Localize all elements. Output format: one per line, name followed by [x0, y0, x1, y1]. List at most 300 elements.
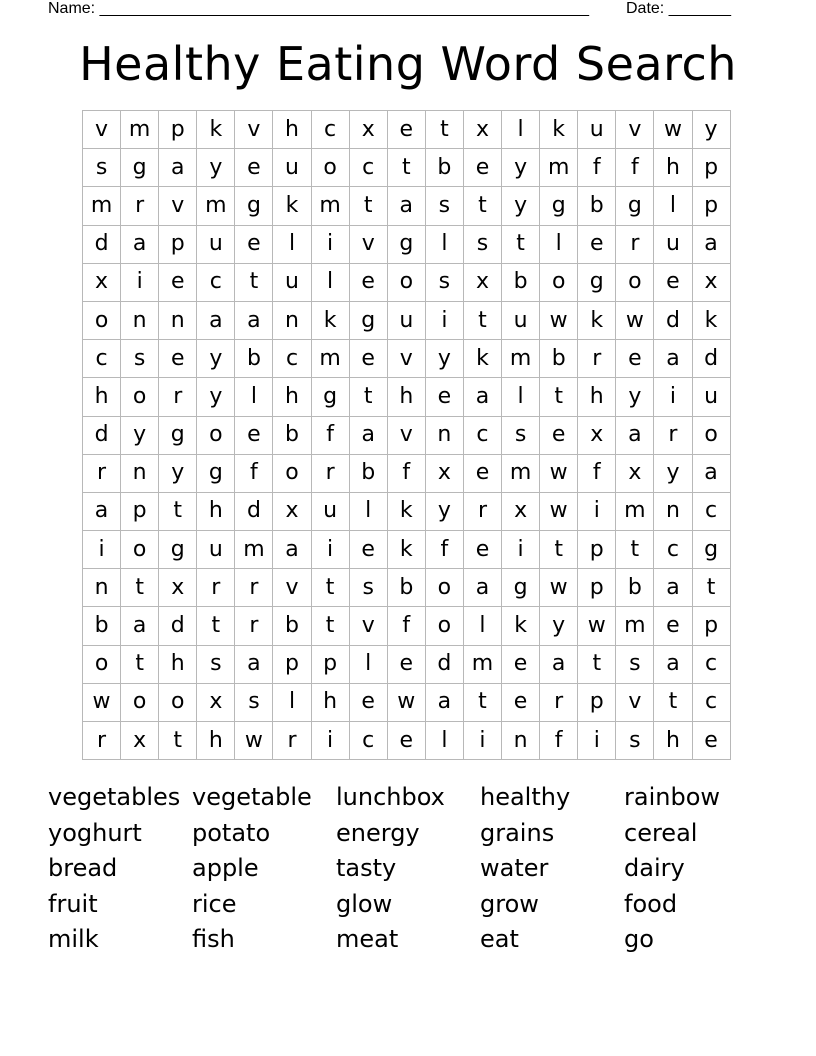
- grid-cell[interactable]: a: [425, 683, 463, 721]
- grid-cell[interactable]: s: [616, 722, 654, 760]
- grid-cell[interactable]: r: [540, 683, 578, 721]
- grid-cell[interactable]: a: [83, 492, 121, 530]
- date-field-label[interactable]: Date: _______: [626, 0, 731, 17]
- grid-cell[interactable]: l: [502, 111, 540, 149]
- grid-cell[interactable]: k: [387, 531, 425, 569]
- grid-cell[interactable]: n: [83, 569, 121, 607]
- grid-row: [83, 378, 731, 416]
- grid-cell[interactable]: v: [349, 607, 387, 645]
- grid-cell[interactable]: g: [616, 187, 654, 225]
- grid-cell[interactable]: r: [654, 416, 692, 454]
- grid-cell[interactable]: o: [692, 416, 730, 454]
- grid-cell[interactable]: m: [121, 111, 159, 149]
- grid-cell[interactable]: b: [616, 569, 654, 607]
- grid-cell[interactable]: f: [311, 416, 349, 454]
- grid-cell[interactable]: s: [197, 645, 235, 683]
- grid-cell[interactable]: w: [540, 454, 578, 492]
- grid-cell[interactable]: p: [311, 645, 349, 683]
- grid-cell[interactable]: f: [387, 454, 425, 492]
- grid-cell[interactable]: n: [425, 416, 463, 454]
- grid-cell[interactable]: x: [463, 263, 501, 301]
- grid-cell[interactable]: v: [235, 111, 273, 149]
- grid-cell[interactable]: r: [616, 225, 654, 263]
- grid-cell[interactable]: w: [540, 492, 578, 530]
- grid-cell[interactable]: d: [654, 301, 692, 339]
- grid-cell[interactable]: r: [273, 722, 311, 760]
- grid-cell[interactable]: i: [578, 492, 616, 530]
- grid-cell[interactable]: b: [502, 263, 540, 301]
- grid-cell[interactable]: v: [349, 225, 387, 263]
- grid-cell[interactable]: i: [311, 722, 349, 760]
- grid-cell[interactable]: y: [197, 149, 235, 187]
- grid-cell[interactable]: k: [273, 187, 311, 225]
- grid-cell[interactable]: l: [425, 722, 463, 760]
- grid-cell[interactable]: f: [425, 531, 463, 569]
- grid-cell[interactable]: x: [578, 416, 616, 454]
- grid-cell[interactable]: b: [83, 607, 121, 645]
- grid-cell[interactable]: e: [540, 416, 578, 454]
- grid-cell[interactable]: a: [540, 645, 578, 683]
- grid-cell[interactable]: t: [463, 187, 501, 225]
- grid-cell[interactable]: o: [425, 607, 463, 645]
- grid-cell[interactable]: x: [616, 454, 654, 492]
- grid-cell[interactable]: o: [540, 263, 578, 301]
- grid-cell[interactable]: h: [197, 492, 235, 530]
- grid-cell[interactable]: e: [616, 340, 654, 378]
- grid-cell[interactable]: r: [159, 378, 197, 416]
- grid-cell[interactable]: e: [654, 263, 692, 301]
- grid-cell[interactable]: t: [692, 569, 730, 607]
- grid-cell[interactable]: y: [425, 492, 463, 530]
- grid-cell[interactable]: g: [578, 263, 616, 301]
- grid-cell[interactable]: k: [540, 111, 578, 149]
- grid-cell[interactable]: p: [578, 531, 616, 569]
- grid-cell[interactable]: x: [121, 722, 159, 760]
- grid-cell[interactable]: t: [311, 569, 349, 607]
- grid-cell[interactable]: o: [387, 263, 425, 301]
- grid-cell[interactable]: h: [197, 722, 235, 760]
- grid-cell[interactable]: b: [349, 454, 387, 492]
- grid-cell[interactable]: a: [654, 645, 692, 683]
- grid-cell[interactable]: x: [197, 683, 235, 721]
- grid-cell[interactable]: p: [159, 225, 197, 263]
- grid-cell[interactable]: i: [463, 722, 501, 760]
- grid-cell[interactable]: u: [502, 301, 540, 339]
- grid-cell[interactable]: r: [235, 569, 273, 607]
- grid-cell[interactable]: c: [692, 683, 730, 721]
- grid-cell[interactable]: a: [654, 569, 692, 607]
- grid-cell[interactable]: p: [159, 111, 197, 149]
- grid-cell[interactable]: r: [311, 454, 349, 492]
- word-bank-item: healthy: [480, 783, 571, 811]
- grid-cell[interactable]: t: [463, 683, 501, 721]
- grid-cell[interactable]: o: [159, 683, 197, 721]
- grid-cell[interactable]: e: [349, 531, 387, 569]
- grid-cell[interactable]: g: [121, 149, 159, 187]
- grid-cell[interactable]: c: [83, 340, 121, 378]
- grid-cell[interactable]: e: [235, 416, 273, 454]
- grid-cell[interactable]: n: [654, 492, 692, 530]
- grid-cell[interactable]: h: [159, 645, 197, 683]
- grid-cell[interactable]: p: [692, 187, 730, 225]
- grid-cell[interactable]: r: [463, 492, 501, 530]
- grid-cell[interactable]: b: [387, 569, 425, 607]
- grid-cell[interactable]: d: [83, 416, 121, 454]
- grid-cell[interactable]: i: [654, 378, 692, 416]
- grid-cell[interactable]: f: [578, 149, 616, 187]
- grid-cell[interactable]: t: [654, 683, 692, 721]
- grid-cell[interactable]: y: [502, 149, 540, 187]
- grid-cell[interactable]: h: [387, 378, 425, 416]
- grid-cell[interactable]: x: [692, 263, 730, 301]
- grid-cell[interactable]: m: [311, 187, 349, 225]
- grid-cell[interactable]: v: [616, 683, 654, 721]
- grid-cell[interactable]: l: [463, 607, 501, 645]
- grid-cell[interactable]: d: [692, 340, 730, 378]
- grid-cell[interactable]: c: [349, 722, 387, 760]
- grid-cell[interactable]: a: [692, 225, 730, 263]
- grid-cell[interactable]: x: [273, 492, 311, 530]
- grid-cell[interactable]: a: [692, 454, 730, 492]
- grid-cell[interactable]: b: [235, 340, 273, 378]
- grid-cell[interactable]: w: [654, 111, 692, 149]
- grid-cell[interactable]: n: [121, 454, 159, 492]
- grid-cell[interactable]: h: [654, 149, 692, 187]
- grid-cell[interactable]: t: [349, 378, 387, 416]
- grid-cell[interactable]: l: [311, 263, 349, 301]
- grid-cell[interactable]: h: [311, 683, 349, 721]
- grid-cell[interactable]: g: [387, 225, 425, 263]
- grid-cell[interactable]: a: [463, 569, 501, 607]
- grid-cell[interactable]: x: [502, 492, 540, 530]
- grid-cell[interactable]: t: [463, 301, 501, 339]
- grid-cell[interactable]: u: [311, 492, 349, 530]
- grid-cell[interactable]: u: [197, 225, 235, 263]
- grid-cell[interactable]: r: [83, 454, 121, 492]
- grid-cell[interactable]: i: [502, 531, 540, 569]
- grid-cell[interactable]: n: [273, 301, 311, 339]
- grid-cell[interactable]: c: [349, 149, 387, 187]
- grid-cell[interactable]: a: [273, 531, 311, 569]
- grid-cell[interactable]: d: [83, 225, 121, 263]
- grid-cell[interactable]: b: [273, 607, 311, 645]
- grid-cell[interactable]: o: [425, 569, 463, 607]
- grid-cell[interactable]: a: [159, 149, 197, 187]
- grid-cell[interactable]: n: [121, 301, 159, 339]
- grid-cell[interactable]: u: [387, 301, 425, 339]
- grid-cell[interactable]: t: [425, 111, 463, 149]
- grid-cell[interactable]: o: [273, 454, 311, 492]
- grid-cell[interactable]: h: [578, 378, 616, 416]
- word-bank-item: cereal: [624, 818, 698, 847]
- grid-cell[interactable]: c: [654, 531, 692, 569]
- grid-cell[interactable]: l: [349, 645, 387, 683]
- grid-cell[interactable]: y: [159, 454, 197, 492]
- grid-cell[interactable]: k: [197, 111, 235, 149]
- grid-cell[interactable]: f: [578, 454, 616, 492]
- grid-cell[interactable]: l: [502, 378, 540, 416]
- grid-cell[interactable]: g: [197, 454, 235, 492]
- grid-cell[interactable]: o: [311, 149, 349, 187]
- grid-cell[interactable]: a: [121, 225, 159, 263]
- grid-cell[interactable]: r: [121, 187, 159, 225]
- grid-cell[interactable]: s: [502, 416, 540, 454]
- grid-cell[interactable]: e: [235, 149, 273, 187]
- grid-cell[interactable]: s: [235, 683, 273, 721]
- grid-cell[interactable]: t: [387, 149, 425, 187]
- grid-cell[interactable]: a: [654, 340, 692, 378]
- word-bank-item: apple: [192, 854, 259, 882]
- grid-cell[interactable]: p: [692, 607, 730, 645]
- grid-cell[interactable]: t: [540, 531, 578, 569]
- grid-cell[interactable]: h: [273, 111, 311, 149]
- grid-cell[interactable]: t: [159, 722, 197, 760]
- grid-cell[interactable]: o: [83, 301, 121, 339]
- grid-cell[interactable]: e: [349, 340, 387, 378]
- grid-cell[interactable]: b: [273, 416, 311, 454]
- grid-cell[interactable]: u: [692, 378, 730, 416]
- grid-cell[interactable]: e: [159, 340, 197, 378]
- grid-cell[interactable]: t: [121, 645, 159, 683]
- grid-cell[interactable]: r: [235, 607, 273, 645]
- grid-cell[interactable]: c: [311, 111, 349, 149]
- grid-cell[interactable]: a: [387, 187, 425, 225]
- grid-cell[interactable]: p: [692, 149, 730, 187]
- grid-cell[interactable]: m: [83, 187, 121, 225]
- grid-cell[interactable]: s: [83, 149, 121, 187]
- grid-cell[interactable]: m: [197, 187, 235, 225]
- grid-cell[interactable]: e: [463, 149, 501, 187]
- grid-cell[interactable]: t: [159, 492, 197, 530]
- grid-cell[interactable]: h: [654, 722, 692, 760]
- grid-cell[interactable]: v: [159, 187, 197, 225]
- grid-cell[interactable]: l: [273, 225, 311, 263]
- grid-cell[interactable]: g: [502, 569, 540, 607]
- grid-cell[interactable]: f: [616, 149, 654, 187]
- grid-cell[interactable]: w: [540, 569, 578, 607]
- grid-cell[interactable]: l: [235, 378, 273, 416]
- grid-cell[interactable]: l: [425, 225, 463, 263]
- grid-cell[interactable]: y: [692, 111, 730, 149]
- grid-cell[interactable]: c: [197, 263, 235, 301]
- grid-cell[interactable]: e: [463, 454, 501, 492]
- grid-cell[interactable]: e: [578, 225, 616, 263]
- grid-cell[interactable]: n: [159, 301, 197, 339]
- grid-cell[interactable]: t: [197, 607, 235, 645]
- grid-cell[interactable]: e: [387, 722, 425, 760]
- grid-cell[interactable]: n: [502, 722, 540, 760]
- grid-cell[interactable]: t: [121, 569, 159, 607]
- grid-cell[interactable]: m: [311, 340, 349, 378]
- grid-cell[interactable]: l: [273, 683, 311, 721]
- grid-cell[interactable]: i: [311, 225, 349, 263]
- grid-cell[interactable]: a: [463, 378, 501, 416]
- grid-cell[interactable]: k: [578, 301, 616, 339]
- grid-cell[interactable]: e: [502, 683, 540, 721]
- header: [48, 0, 748, 20]
- grid-cell[interactable]: m: [502, 340, 540, 378]
- grid-cell[interactable]: u: [197, 531, 235, 569]
- grid-cell[interactable]: a: [235, 301, 273, 339]
- grid-cell[interactable]: y: [197, 340, 235, 378]
- grid-cell[interactable]: e: [235, 225, 273, 263]
- grid-cell[interactable]: p: [121, 492, 159, 530]
- grid-cell[interactable]: s: [349, 569, 387, 607]
- grid-cell[interactable]: d: [235, 492, 273, 530]
- grid-cell[interactable]: i: [121, 263, 159, 301]
- grid-cell[interactable]: r: [578, 340, 616, 378]
- grid-cell[interactable]: s: [425, 263, 463, 301]
- grid-cell[interactable]: k: [387, 492, 425, 530]
- word-bank: [48, 780, 768, 958]
- grid-cell[interactable]: p: [578, 683, 616, 721]
- grid-cell[interactable]: o: [121, 683, 159, 721]
- grid-cell[interactable]: g: [235, 187, 273, 225]
- grid-cell[interactable]: x: [349, 111, 387, 149]
- grid-cell[interactable]: r: [197, 569, 235, 607]
- grid-cell[interactable]: s: [616, 645, 654, 683]
- grid-cell[interactable]: e: [692, 722, 730, 760]
- grid-cell[interactable]: w: [235, 722, 273, 760]
- grid-cell[interactable]: d: [425, 645, 463, 683]
- grid-cell[interactable]: h: [83, 378, 121, 416]
- grid-cell[interactable]: y: [540, 607, 578, 645]
- grid-cell[interactable]: p: [273, 645, 311, 683]
- grid-cell[interactable]: t: [502, 225, 540, 263]
- grid-cell[interactable]: g: [692, 531, 730, 569]
- grid-cell[interactable]: h: [273, 378, 311, 416]
- grid-cell[interactable]: m: [616, 492, 654, 530]
- grid-cell[interactable]: i: [425, 301, 463, 339]
- grid-cell[interactable]: a: [121, 607, 159, 645]
- grid-row: [83, 645, 731, 683]
- grid-cell[interactable]: e: [387, 111, 425, 149]
- grid-cell[interactable]: w: [83, 683, 121, 721]
- grid-cell[interactable]: k: [502, 607, 540, 645]
- grid-cell[interactable]: m: [463, 645, 501, 683]
- grid-cell[interactable]: i: [578, 722, 616, 760]
- grid-cell[interactable]: l: [654, 187, 692, 225]
- grid-cell[interactable]: f: [235, 454, 273, 492]
- grid-cell[interactable]: m: [540, 149, 578, 187]
- grid-cell[interactable]: t: [578, 645, 616, 683]
- grid-cell[interactable]: x: [463, 111, 501, 149]
- grid-cell[interactable]: p: [578, 569, 616, 607]
- grid-cell[interactable]: r: [83, 722, 121, 760]
- grid-cell[interactable]: y: [121, 416, 159, 454]
- grid-cell[interactable]: e: [349, 263, 387, 301]
- grid-cell[interactable]: d: [159, 607, 197, 645]
- grid-cell[interactable]: b: [578, 187, 616, 225]
- grid-cell[interactable]: e: [425, 378, 463, 416]
- grid-cell[interactable]: a: [349, 416, 387, 454]
- grid-cell[interactable]: k: [463, 340, 501, 378]
- grid-cell[interactable]: e: [387, 645, 425, 683]
- grid-cell[interactable]: g: [349, 301, 387, 339]
- grid-cell[interactable]: u: [273, 149, 311, 187]
- grid-cell[interactable]: k: [311, 301, 349, 339]
- grid-cell[interactable]: c: [463, 416, 501, 454]
- grid-cell[interactable]: o: [616, 263, 654, 301]
- grid-cell[interactable]: y: [425, 340, 463, 378]
- grid-cell[interactable]: w: [578, 607, 616, 645]
- grid-cell[interactable]: t: [349, 187, 387, 225]
- grid-cell[interactable]: l: [349, 492, 387, 530]
- grid-cell[interactable]: t: [540, 378, 578, 416]
- grid-cell[interactable]: c: [273, 340, 311, 378]
- grid-cell[interactable]: g: [159, 416, 197, 454]
- grid-cell[interactable]: g: [540, 187, 578, 225]
- grid-cell[interactable]: s: [425, 187, 463, 225]
- grid-cell[interactable]: x: [425, 454, 463, 492]
- grid-cell[interactable]: c: [692, 492, 730, 530]
- grid-cell[interactable]: t: [616, 531, 654, 569]
- grid-cell[interactable]: o: [121, 378, 159, 416]
- word-bank-item: potato: [192, 818, 271, 847]
- grid-cell[interactable]: f: [540, 722, 578, 760]
- grid-cell[interactable]: v: [387, 340, 425, 378]
- grid-cell[interactable]: v: [83, 111, 121, 149]
- grid-cell[interactable]: y: [197, 378, 235, 416]
- grid-cell[interactable]: e: [463, 531, 501, 569]
- grid-cell[interactable]: a: [235, 645, 273, 683]
- grid-cell[interactable]: x: [159, 569, 197, 607]
- grid-cell[interactable]: o: [121, 531, 159, 569]
- grid-cell[interactable]: c: [692, 645, 730, 683]
- grid-cell[interactable]: y: [654, 454, 692, 492]
- grid-cell[interactable]: m: [502, 454, 540, 492]
- grid-cell[interactable]: v: [273, 569, 311, 607]
- grid-cell[interactable]: a: [197, 301, 235, 339]
- grid-cell[interactable]: b: [425, 149, 463, 187]
- grid-cell[interactable]: u: [578, 111, 616, 149]
- grid-cell[interactable]: l: [540, 225, 578, 263]
- grid-cell[interactable]: i: [83, 531, 121, 569]
- grid-cell[interactable]: m: [235, 531, 273, 569]
- grid-cell[interactable]: e: [349, 683, 387, 721]
- grid-cell[interactable]: e: [159, 263, 197, 301]
- grid-cell[interactable]: o: [83, 645, 121, 683]
- grid-cell[interactable]: i: [311, 531, 349, 569]
- grid-cell[interactable]: w: [387, 683, 425, 721]
- grid-cell[interactable]: w: [616, 301, 654, 339]
- grid-cell[interactable]: t: [235, 263, 273, 301]
- grid-cell[interactable]: e: [654, 607, 692, 645]
- grid-cell[interactable]: v: [616, 111, 654, 149]
- grid-cell[interactable]: g: [159, 531, 197, 569]
- grid-cell[interactable]: o: [197, 416, 235, 454]
- grid-cell[interactable]: y: [502, 187, 540, 225]
- grid-row: [83, 531, 731, 569]
- grid-cell[interactable]: v: [387, 416, 425, 454]
- grid-cell[interactable]: e: [502, 645, 540, 683]
- grid-cell[interactable]: f: [387, 607, 425, 645]
- grid-cell[interactable]: k: [692, 301, 730, 339]
- grid-cell[interactable]: g: [311, 378, 349, 416]
- grid-cell[interactable]: m: [616, 607, 654, 645]
- grid-cell[interactable]: w: [540, 301, 578, 339]
- grid-cell[interactable]: x: [83, 263, 121, 301]
- grid-cell[interactable]: y: [616, 378, 654, 416]
- grid-cell[interactable]: b: [540, 340, 578, 378]
- grid-cell[interactable]: u: [273, 263, 311, 301]
- grid-cell[interactable]: u: [654, 225, 692, 263]
- grid-cell[interactable]: s: [121, 340, 159, 378]
- name-field-label[interactable]: Name: _______________________________________________________: [48, 0, 589, 17]
- grid-cell[interactable]: s: [463, 225, 501, 263]
- grid-cell[interactable]: a: [616, 416, 654, 454]
- grid-cell[interactable]: t: [311, 607, 349, 645]
